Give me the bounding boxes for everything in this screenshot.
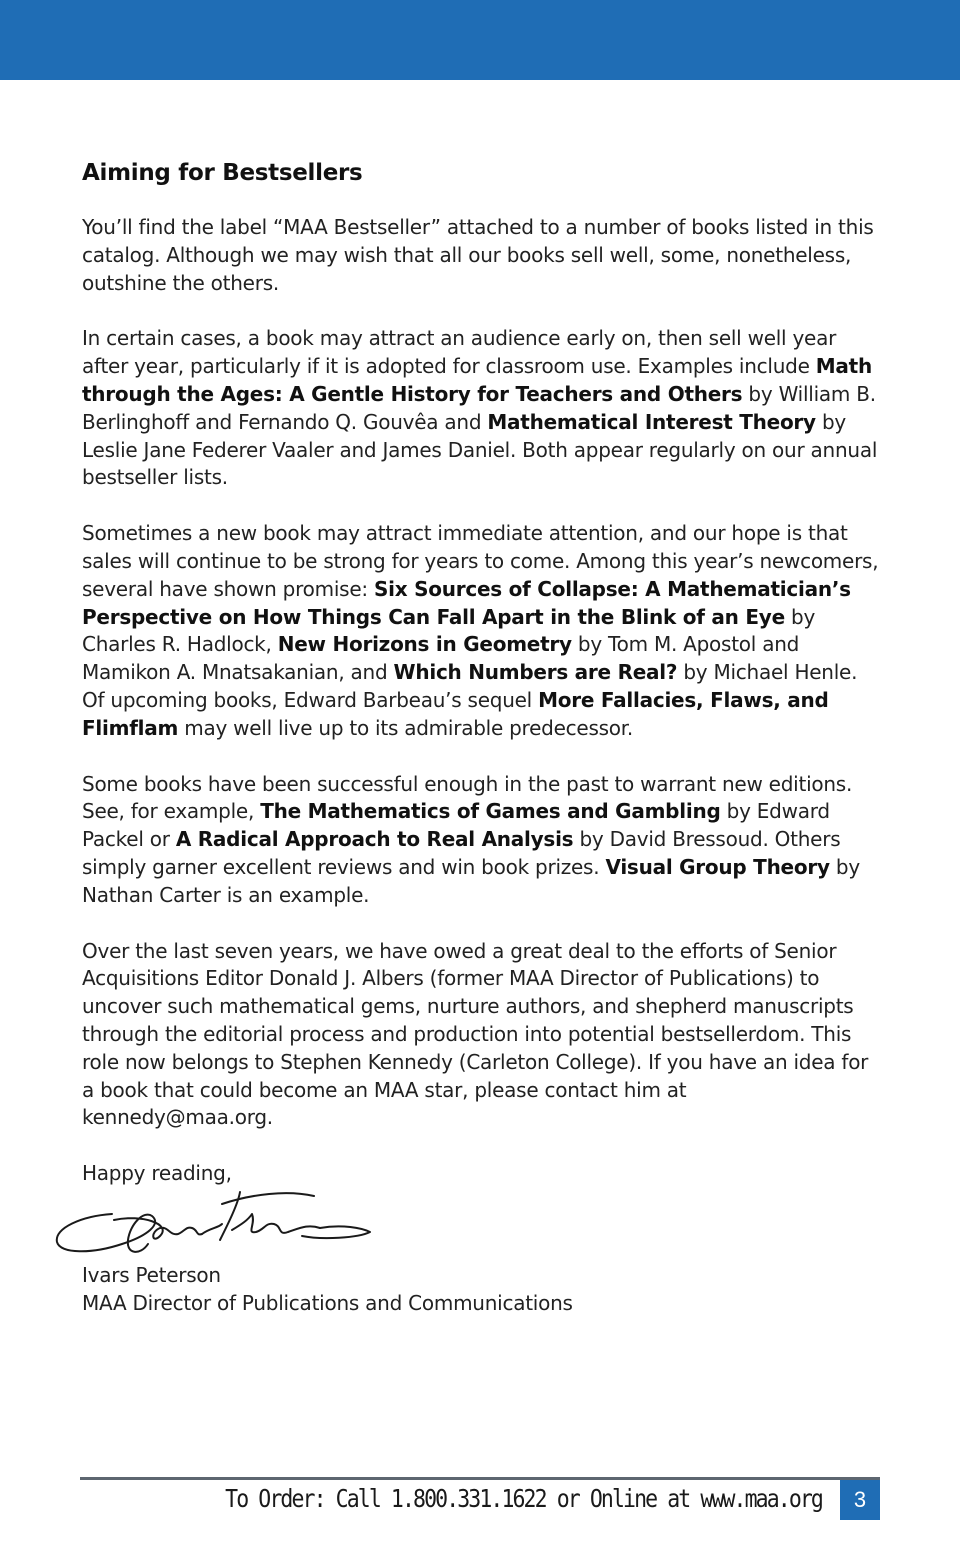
paragraph-text: In certain cases, a book may attract an audience early on, then sell well year after year, particularly if it is adopted for classroom use. Examples include [82,326,837,379]
paragraph-1: You’ll find the label “MAA Bestseller” attached to a number of books listed in this catalog. Although we may wish that all our books sell well, some, nonetheless, outshine the others. [82,215,874,295]
signatory-title: MAA Director of Publications and Communications [82,1290,573,1315]
book-title: The Mathematics of Games and Gambling [260,799,721,824]
book-title: More Fallacies, Flaws, and Flimflam [82,687,829,740]
footer-rule [80,1477,880,1480]
paragraph-5: Over the last seven years, we have owed a great deal to the efforts of Senior Acquisitions Editor Donald J. Albers (former MAA Director of Publications) to uncover such mathematical gems, nurture authors, and shepherd manuscripts through the editorial process and production into potential bestsellerdom. This role now belongs to Stephen Kennedy (Carleton College). If you have an idea for a book that could become an MAA star, please contact him at kennedy@maa.org. [82,938,869,1130]
handwritten-signature [52,1184,382,1264]
signatory [82,1262,882,1318]
book-title: Which Numbers are Real? [393,660,678,685]
book-title: Math through the Ages: A Gentle History for Teachers and Others [82,354,872,406]
order-info: To Order: Call 1.800.331.1622 or Online at www.maa.org [225,1484,822,1513]
paragraph-text: Some books have been successful enough in the past to warrant new editions. See, for example, [82,771,853,824]
article-heading: Aiming for Bestsellers [82,160,363,186]
paragraph-text: by Leslie Jane Federer Vaaler and James Daniel. Both appear regularly on our annual bestseller lists. [82,409,878,490]
greeting: Happy reading, [82,1161,232,1186]
paragraph-text: Sometimes a new book may attract immediate attention, and our hope is that sales will continue to be strong for years to come. Among this year’s newcomers, several have shown promise: [82,521,879,601]
paragraph-text: by Edward Packel or [82,799,830,852]
paragraph-text: by William B. Berlinghoff and Fernando Q. Gouvêa and [82,381,876,434]
article [82,154,882,1318]
paragraph-3 [82,520,882,742]
page-number: 3 [840,1480,880,1520]
paragraph-text: by Tom M. Apostol and Mamikon A. Mnatsakanian, and [82,632,800,685]
paragraph-text: by Nathan Carter is an example. [82,854,860,907]
book-title: Mathematical Interest Theory [487,409,816,434]
book-title: A Radical Approach to Real Analysis [175,827,574,852]
paragraph-text: by David Bressoud. Others simply garner excellent reviews and win book prizes. [82,827,841,879]
paragraph-text: may well live up to its admirable predecessor. [178,715,634,740]
paragraph-4 [82,771,882,910]
book-title: Six Sources of Collapse: A Mathematician’s Perspective on How Things Can Fall Apart in the Blink of an Eye [82,576,851,629]
paragraph-2 [82,325,882,492]
book-title: Visual Group Theory [605,854,830,879]
signatory-name: Ivars Peterson [82,1262,221,1287]
paragraph-text: by Charles R. Hadlock, [82,604,816,657]
paragraph-text: by Michael Henle. Of upcoming books, Edward Barbeau’s sequel [82,660,858,712]
closing [82,1160,882,1317]
book-title: New Horizons in Geometry [277,632,572,657]
header-band [0,0,960,80]
